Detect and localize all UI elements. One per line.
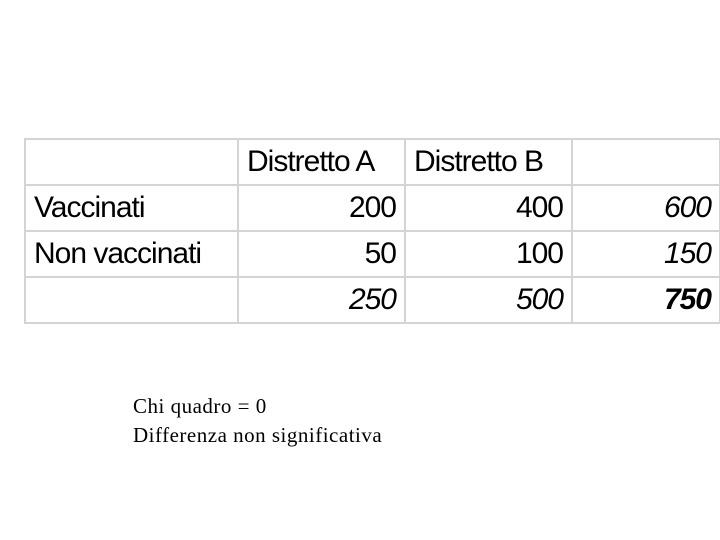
contingency-table-container (24, 138, 719, 318)
cell-total-a: 250 (238, 277, 405, 323)
cell-total-b: 500 (405, 277, 572, 323)
cell-non-vaccinati-total: 150 (572, 231, 720, 277)
row-label-non-vaccinati: Non vaccinati (25, 231, 238, 277)
header-cell-total (572, 139, 720, 185)
header-cell-empty (25, 139, 238, 185)
cell-vaccinati-b: 400 (405, 185, 572, 231)
table-row-non-vaccinati (25, 231, 720, 277)
contingency-table (24, 138, 720, 324)
header-cell-distretto-a: Distretto A (238, 139, 405, 185)
row-label-totals (25, 277, 238, 323)
table-header-row (25, 139, 720, 185)
cell-non-vaccinati-b: 100 (405, 231, 572, 277)
cell-non-vaccinati-a: 50 (238, 231, 405, 277)
header-cell-distretto-b: Distretto B (405, 139, 572, 185)
chi-square-result: Chi quadro = 0 (133, 394, 267, 418)
cell-vaccinati-total: 600 (572, 185, 720, 231)
table-row-vaccinati (25, 185, 720, 231)
cell-vaccinati-a: 200 (238, 185, 405, 231)
row-label-vaccinati: Vaccinati (25, 185, 238, 231)
table-row-totals (25, 277, 720, 323)
cell-grand-total: 750 (572, 277, 720, 323)
result-notes (133, 392, 382, 450)
significance-result: Differenza non significativa (133, 423, 383, 447)
